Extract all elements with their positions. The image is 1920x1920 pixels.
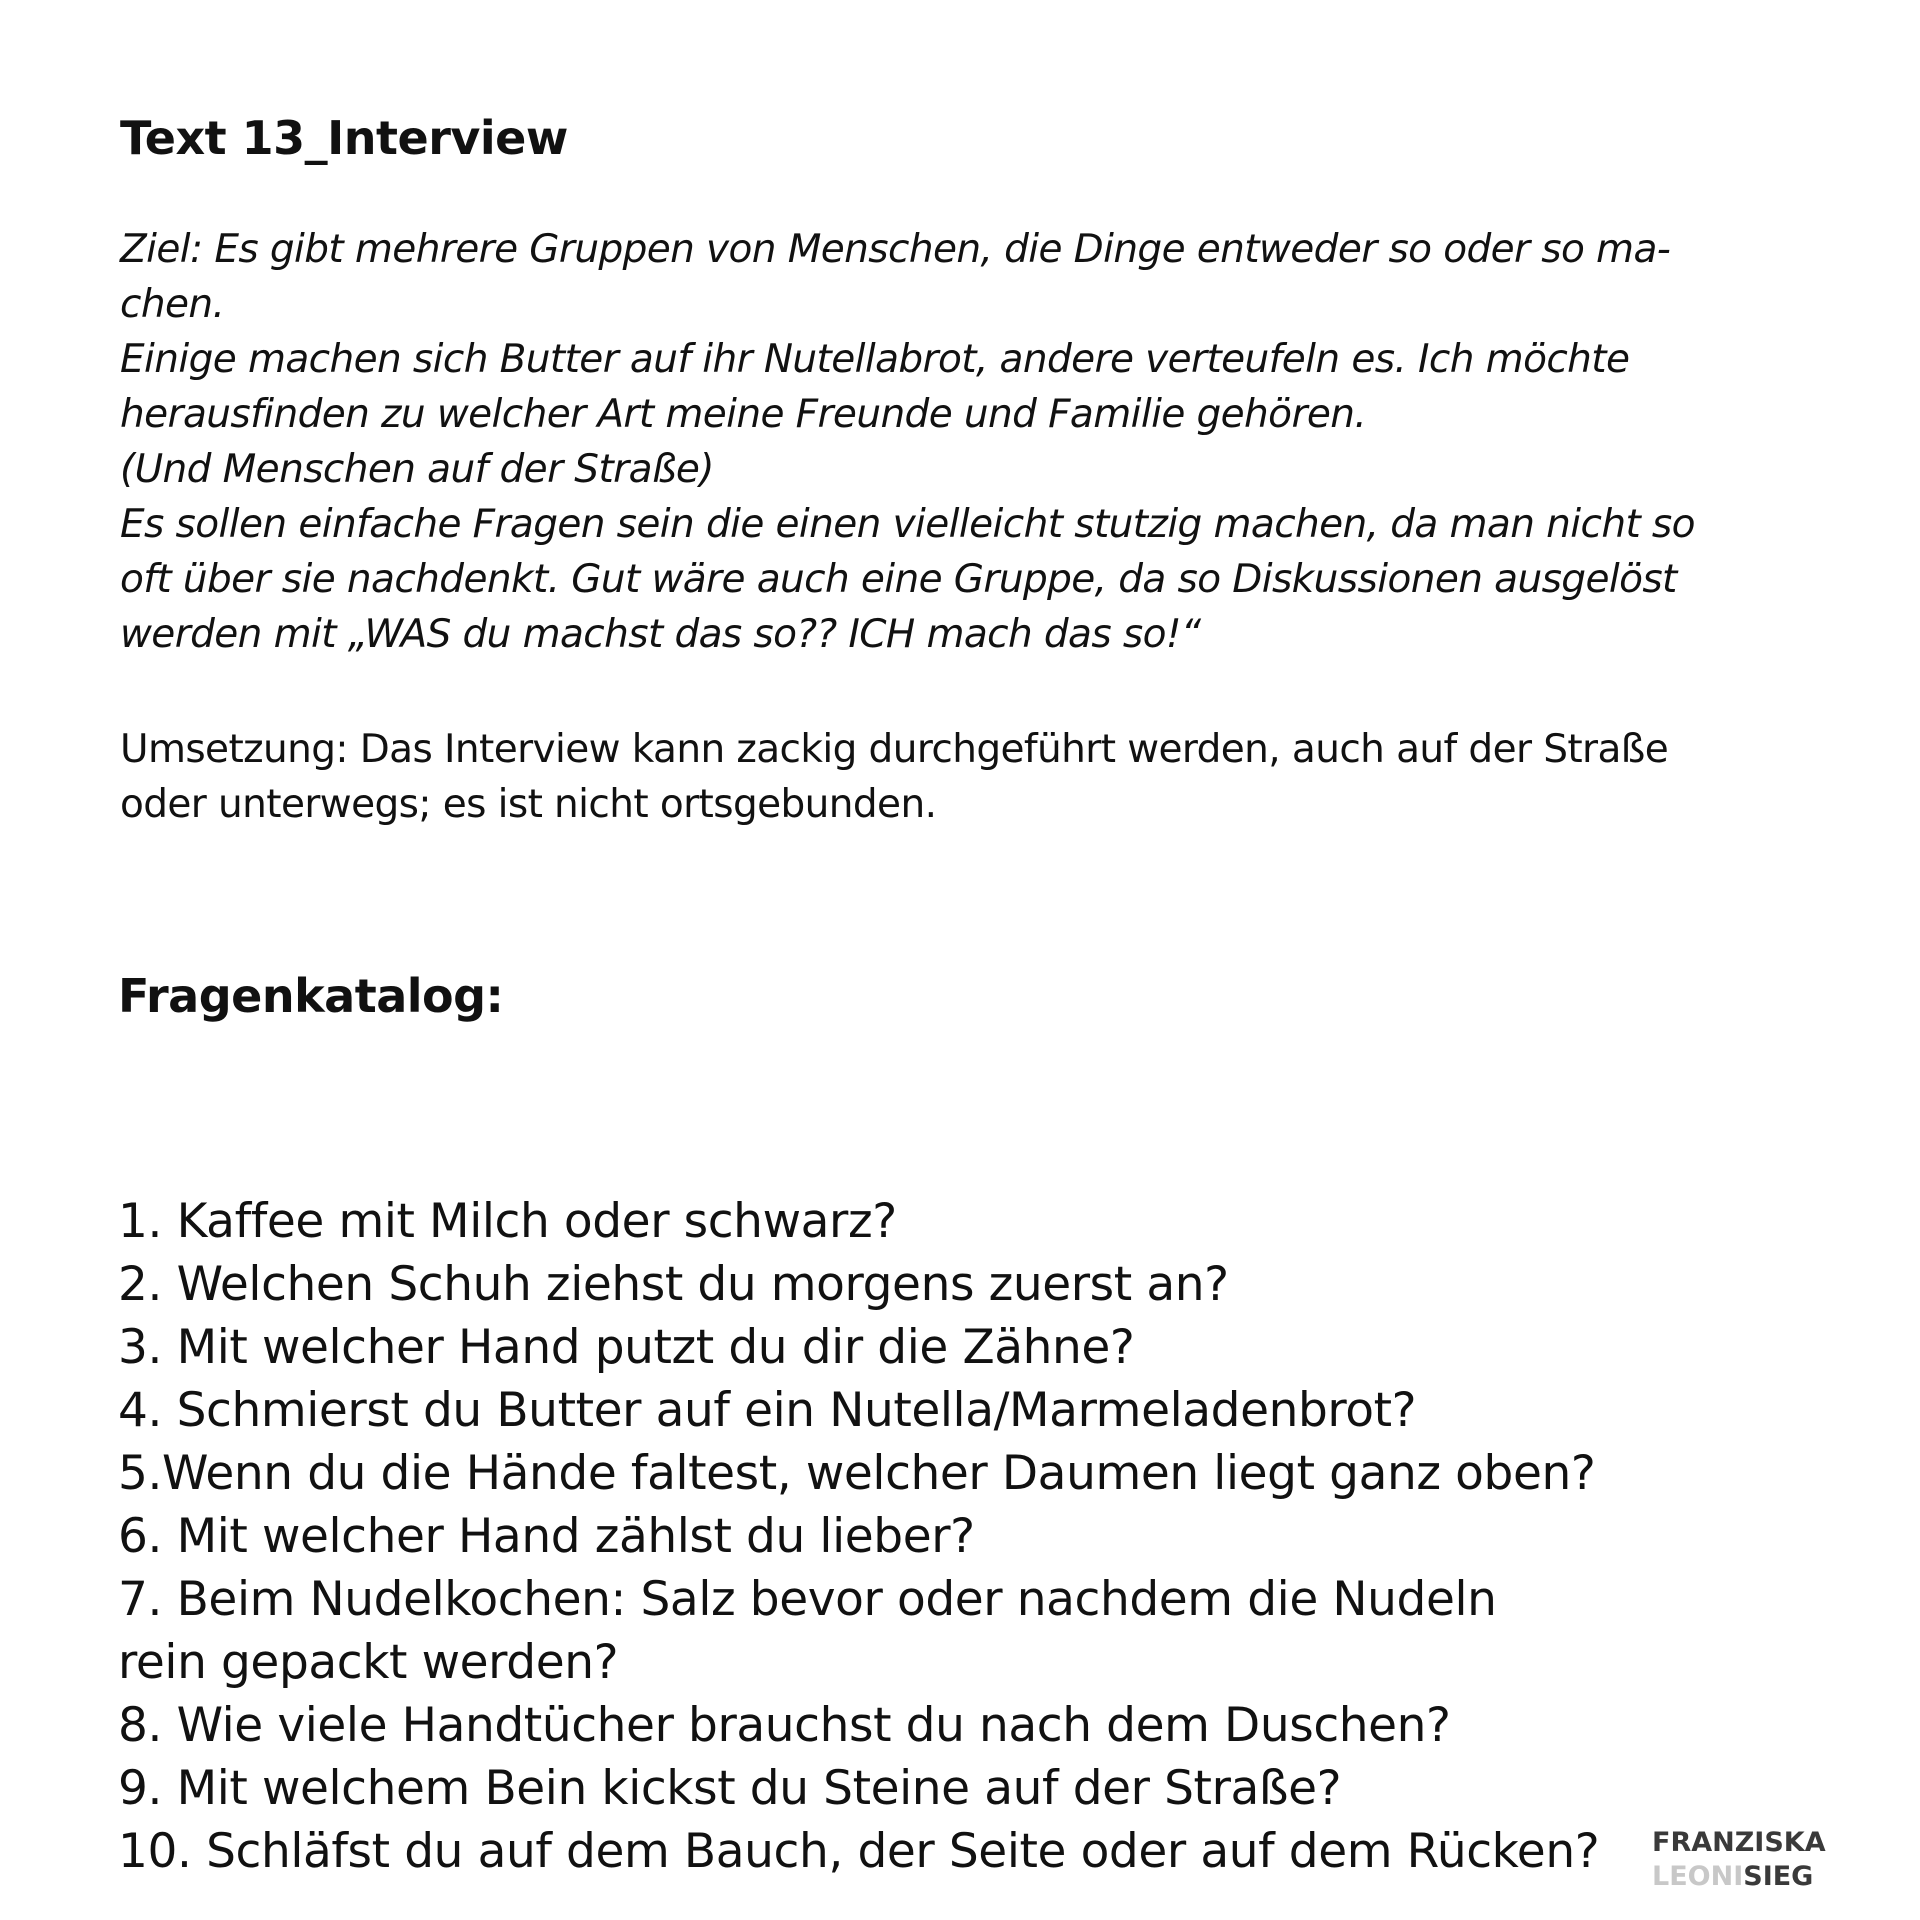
goal-line: Es sollen einfache Fragen sein die einen vielleicht stutzig machen, da man nicht so bbox=[120, 502, 1695, 547]
goal-paragraph bbox=[120, 222, 1820, 662]
goal-line: herausfinden zu welcher Art meine Freunde und Familie gehören. bbox=[120, 392, 1367, 437]
goal-line: oft über sie nachdenkt. Gut wäre auch eine Gruppe, da so Diskussionen ausgelöst bbox=[120, 557, 1677, 602]
question-list bbox=[118, 1190, 1599, 1883]
question-item: 9. Mit welchem Bein kickst du Steine auf der Straße? bbox=[118, 1761, 1342, 1816]
goal-line: werden mit „WAS du machst das so?? ICH mach das so!“ bbox=[120, 612, 1201, 657]
implementation-line: oder unterwegs; es ist nicht ortsgebunden. bbox=[120, 782, 937, 827]
implementation-paragraph bbox=[120, 722, 1820, 832]
goal-line: chen. bbox=[120, 282, 225, 327]
question-item: 7. Beim Nudelkochen: Salz bevor oder nachdem die Nudeln bbox=[118, 1572, 1497, 1627]
document-title: Text 13_Interview bbox=[120, 111, 568, 165]
logo-middle-name: LEONI bbox=[1652, 1861, 1744, 1892]
question-item: 5.Wenn du die Hände faltest, welcher Daumen liegt ganz oben? bbox=[118, 1446, 1596, 1501]
goal-line: (Und Menschen auf der Straße) bbox=[120, 447, 714, 492]
question-item: 10. Schläfst du auf dem Bauch, der Seite oder auf dem Rücken? bbox=[118, 1824, 1600, 1879]
goal-line: Ziel: Es gibt mehrere Gruppen von Menschen, die Dinge entweder so oder so ma- bbox=[120, 227, 1671, 272]
question-item-continuation: rein gepackt werden? bbox=[118, 1635, 619, 1690]
question-item: 2. Welchen Schuh ziehst du morgens zuerst an? bbox=[118, 1257, 1229, 1312]
author-logo bbox=[1652, 1826, 1826, 1894]
question-item: 3. Mit welcher Hand putzt du dir die Zähne? bbox=[118, 1320, 1135, 1375]
logo-second-line bbox=[1652, 1860, 1826, 1894]
question-item: 4. Schmierst du Butter auf ein Nutella/Marmeladenbrot? bbox=[118, 1383, 1417, 1438]
question-item: 6. Mit welcher Hand zählst du lieber? bbox=[118, 1509, 975, 1564]
question-item: 8. Wie viele Handtücher brauchst du nach dem Duschen? bbox=[118, 1698, 1451, 1753]
logo-first-name: FRANZISKA bbox=[1652, 1827, 1826, 1858]
goal-line: Einige machen sich Butter auf ihr Nutellabrot, andere verteufeln es. Ich möchte bbox=[120, 337, 1630, 382]
implementation-line: Umsetzung: Das Interview kann zackig durchgeführt werden, auch auf der Straße bbox=[120, 727, 1669, 772]
catalog-heading: Fragenkatalog: bbox=[118, 969, 504, 1023]
logo-last-name: SIEG bbox=[1743, 1861, 1814, 1892]
question-item: 1. Kaffee mit Milch oder schwarz? bbox=[118, 1194, 897, 1249]
